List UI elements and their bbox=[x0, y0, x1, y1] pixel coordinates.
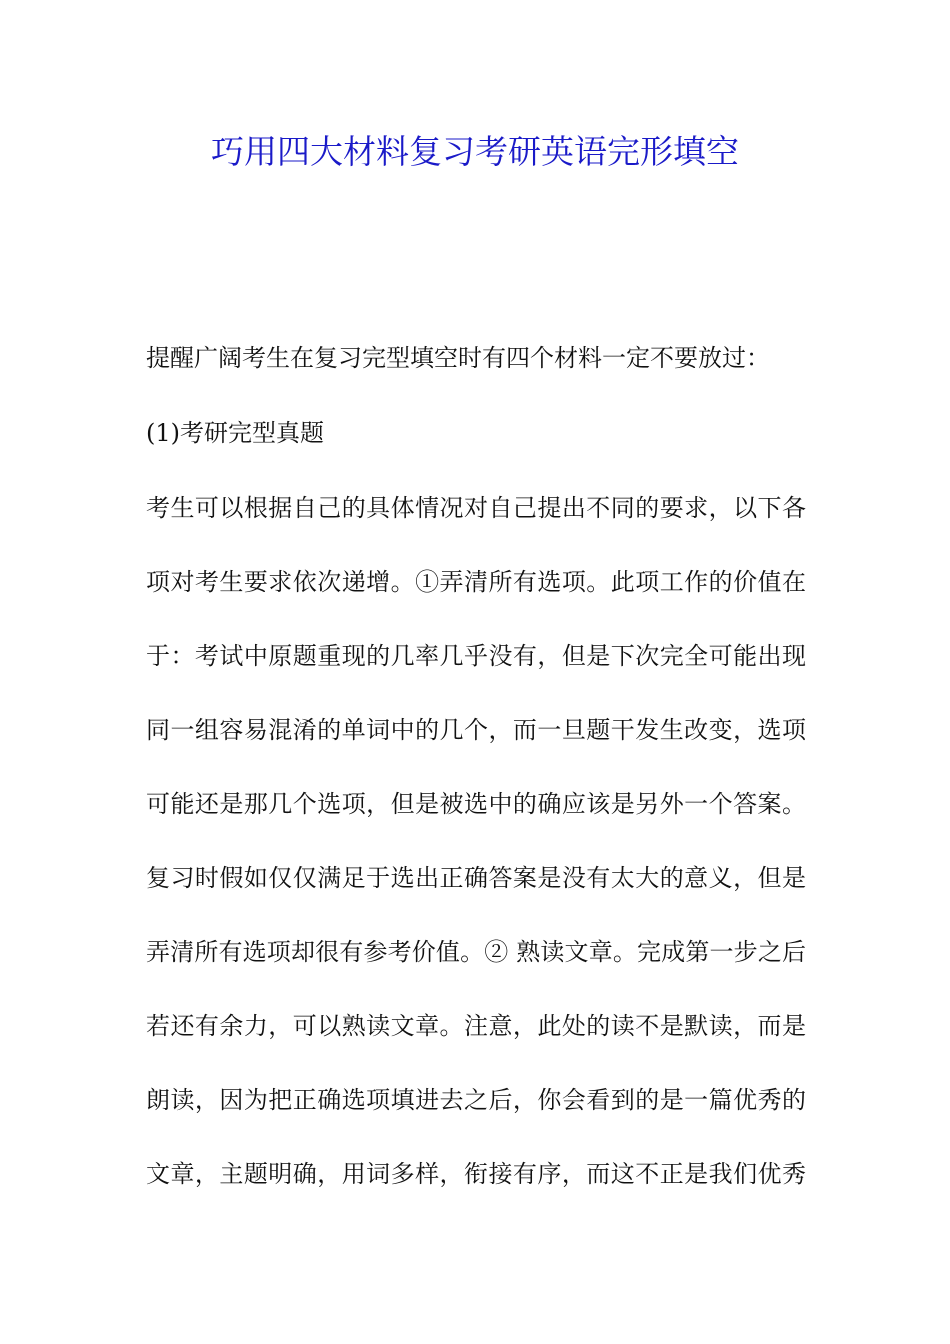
paragraph-line: 于：考试中原题重现的几率几乎没有，但是下次完全可能出现 bbox=[146, 642, 806, 670]
body-paragraph bbox=[146, 492, 806, 1232]
document-title: 巧用四大材料复习考研英语完形填空 bbox=[211, 132, 739, 171]
paragraph-line: 考生可以根据自己的具体情况对自己提出不同的要求，以下各 bbox=[146, 494, 806, 522]
paragraph-line: 弄清所有选项却很有参考价值。② 熟读文章。完成第一步之后 bbox=[146, 938, 806, 966]
paragraph-line: 朗读，因为把正确选项填进去之后，你会看到的是一篇优秀的 bbox=[146, 1086, 806, 1114]
paragraph-line: 若还有余力，可以熟读文章。注意，此处的读不是默读，而是 bbox=[146, 1012, 806, 1040]
paragraph-line: 复习时假如仅仅满足于选出正确答案是没有太大的意义，但是 bbox=[146, 864, 806, 892]
section-heading: (1)考研完型真题 bbox=[146, 419, 324, 447]
paragraph-line: 可能还是那几个选项，但是被选中的确应该是另外一个答案。 bbox=[146, 790, 806, 818]
paragraph-line: 项对考生要求依次递增。①弄清所有选项。此项工作的价值在 bbox=[146, 568, 806, 596]
paragraph-line: 同一组容易混淆的单词中的几个，而一旦题干发生改变，选项 bbox=[146, 716, 806, 744]
intro-text: 提醒广阔考生在复习完型填空时有四个材料一定不要放过： bbox=[146, 344, 770, 372]
paragraph-line: 文章，主题明确，用词多样，衔接有序，而这不正是我们优秀 bbox=[146, 1160, 806, 1188]
